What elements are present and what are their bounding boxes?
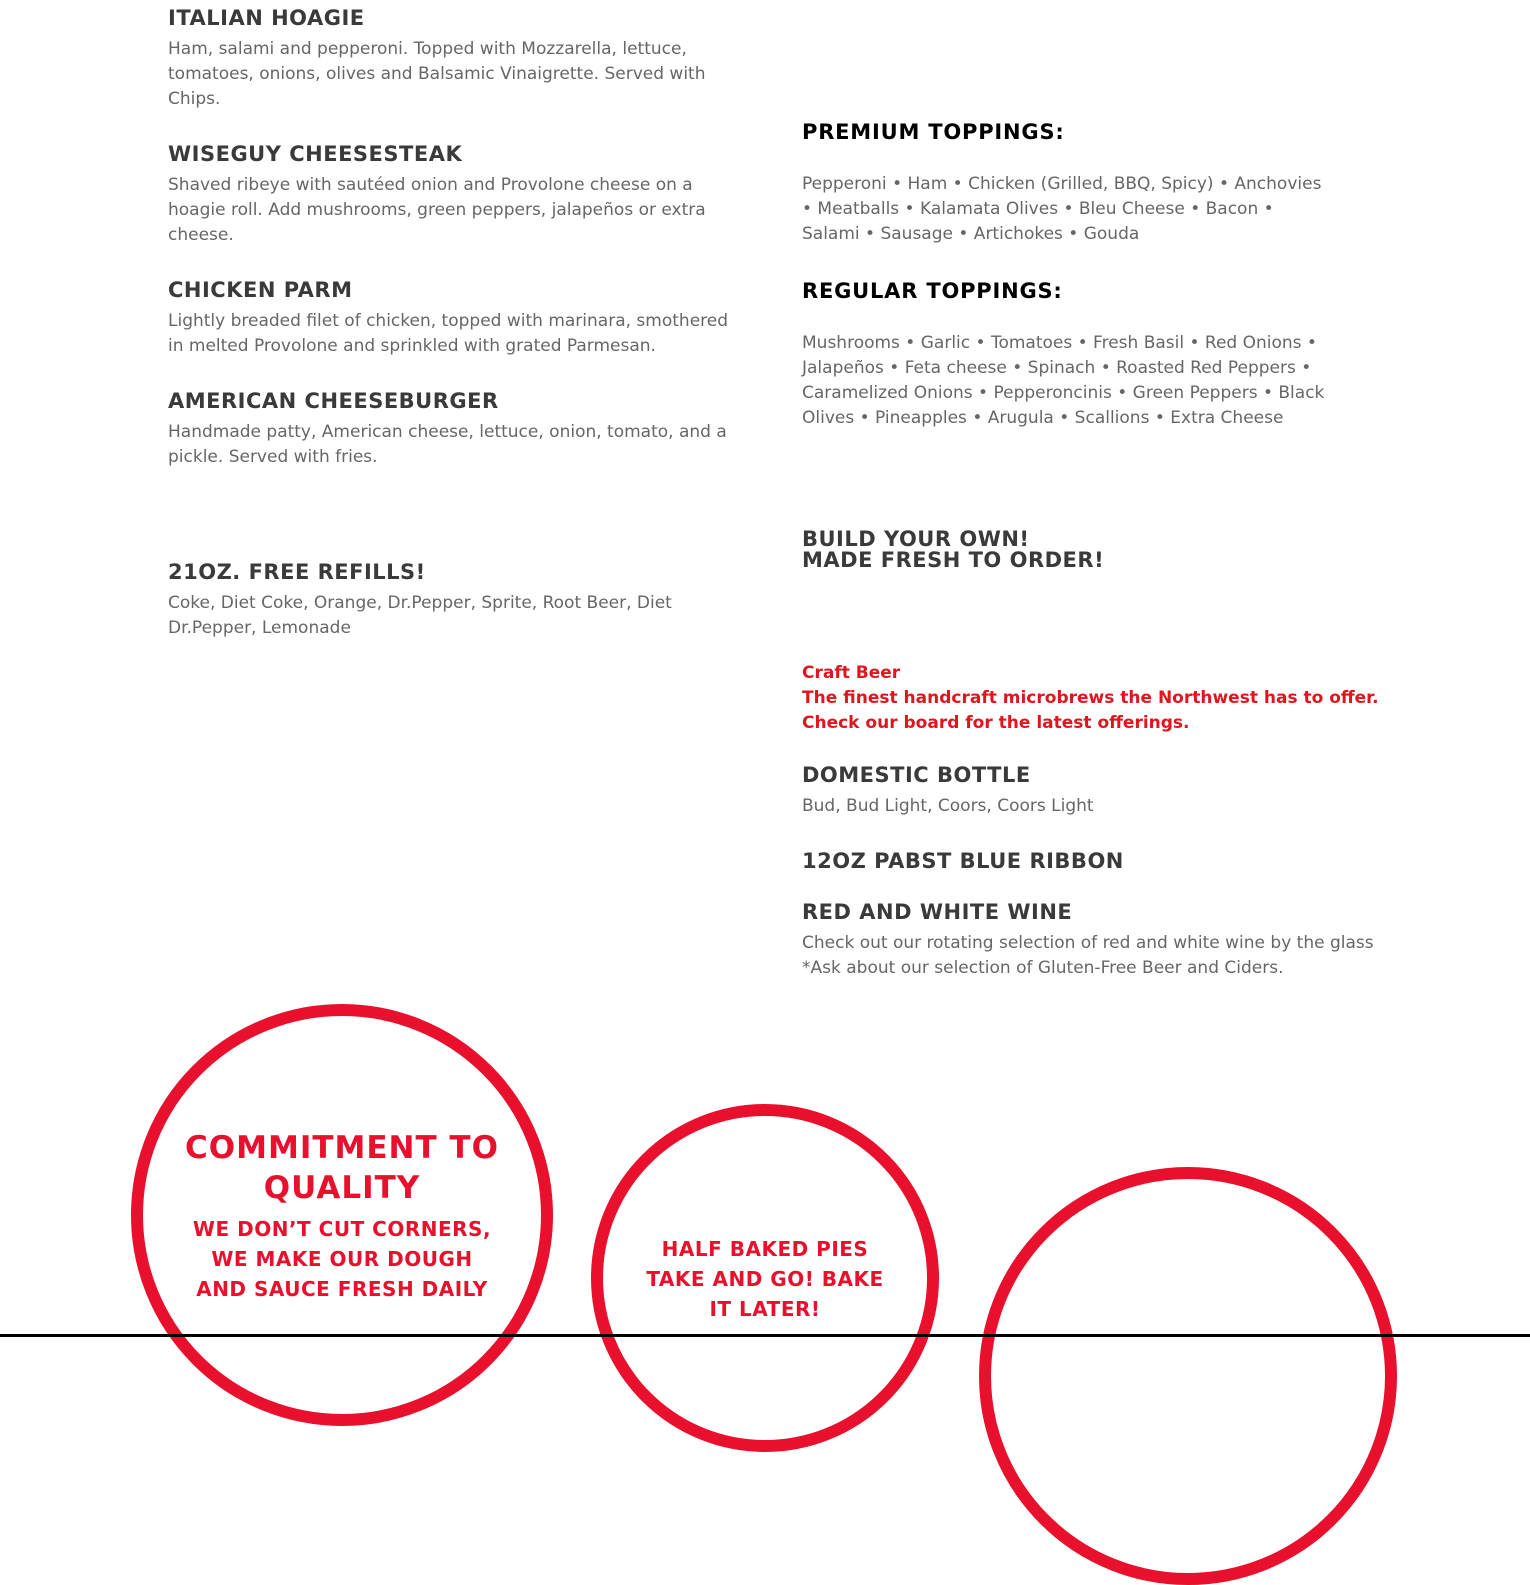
- refills-title: 21OZ. FREE REFILLS!: [168, 560, 426, 584]
- drink-title-wine: RED AND WHITE WINE: [802, 900, 1073, 924]
- premium-toppings-heading: PREMIUM TOPPINGS:: [802, 120, 1065, 144]
- build-your-own-line1: BUILD YOUR OWN!: [802, 527, 1030, 551]
- gluten-free-note: *Ask about our selection of Gluten-Free Beer and Ciders.: [802, 958, 1284, 978]
- premium-toppings-list: Pepperoni • Ham • Chicken (Grilled, BBQ, Spicy) • Anchovies • Meatballs • Kalamata Olives • Bleu Cheese • Bacon • Salami • Sausage • Artichokes • Gouda: [802, 174, 1322, 244]
- craft-beer-tagline: The finest handcraft microbrews the Northwest has to offer.: [802, 688, 1379, 708]
- menu-item-title-american-cheeseburger: AMERICAN CHEESEBURGER: [168, 389, 499, 413]
- menu-item-desc-american-cheeseburger: Handmade patty, American cheese, lettuce, onion, tomato, and a pickle. Served with fries.: [168, 422, 727, 467]
- menu-item-title-chicken-parm: CHICKEN PARM: [168, 278, 353, 302]
- commitment-circle-title: COMMITMENT TO QUALITY: [185, 1130, 499, 1206]
- regular-toppings-list: Mushrooms • Garlic • Tomatoes • Fresh Basil • Red Onions • Jalapeños • Feta cheese • Spinach • Roasted Red Peppers • Caramelized Onions • Pepperoncinis • Green Peppers • Black Olives • Pineapples • Arugula • Scallions • Extra Cheese: [802, 333, 1325, 428]
- menu-item-title-wiseguy-cheesesteak: WISEGUY CHEESESTEAK: [168, 142, 463, 166]
- drink-title-pabst: 12OZ PABST BLUE RIBBON: [802, 849, 1124, 873]
- craft-beer-title: Craft Beer: [802, 663, 901, 683]
- drink-desc-wine: Check out our rotating selection of red and white wine by the glass: [802, 933, 1374, 953]
- menu-item-title-italian-hoagie: ITALIAN HOAGIE: [168, 6, 365, 30]
- build-your-own-line2: MADE FRESH TO ORDER!: [802, 548, 1105, 572]
- regular-toppings-heading: REGULAR TOPPINGS:: [802, 279, 1063, 303]
- commitment-circle-subtitle: WE DON’T CUT CORNERS, WE MAKE OUR DOUGH AND SAUCE FRESH DAILY: [192, 1217, 492, 1301]
- drink-title-domestic-bottle: DOMESTIC BOTTLE: [802, 763, 1031, 787]
- craft-beer-note: Check our board for the latest offerings.: [802, 713, 1190, 733]
- menu-item-desc-chicken-parm: Lightly breaded filet of chicken, topped with marinara, smothered in melted Provolone and sprinkled with grated Parmesan.: [168, 311, 729, 356]
- half-baked-circle-text: HALF BAKED PIES TAKE AND GO! BAKE IT LATER!: [646, 1237, 884, 1321]
- drink-desc-domestic-bottle: Bud, Bud Light, Coors, Coors Light: [802, 796, 1094, 816]
- refills-desc: Coke, Diet Coke, Orange, Dr.Pepper, Sprite, Root Beer, Diet Dr.Pepper, Lemonade: [168, 593, 672, 638]
- third-circle: [979, 1167, 1397, 1585]
- menu-item-desc-italian-hoagie: Ham, salami and pepperoni. Topped with Mozzarella, lettuce, tomatoes, onions, olives and Balsamic Vinaigrette. Served with Chips.: [168, 39, 706, 109]
- menu-item-desc-wiseguy-cheesesteak: Shaved ribeye with sautéed onion and Provolone cheese on a hoagie roll. Add mushrooms, green peppers, jalapeños or extra cheese.: [168, 175, 706, 245]
